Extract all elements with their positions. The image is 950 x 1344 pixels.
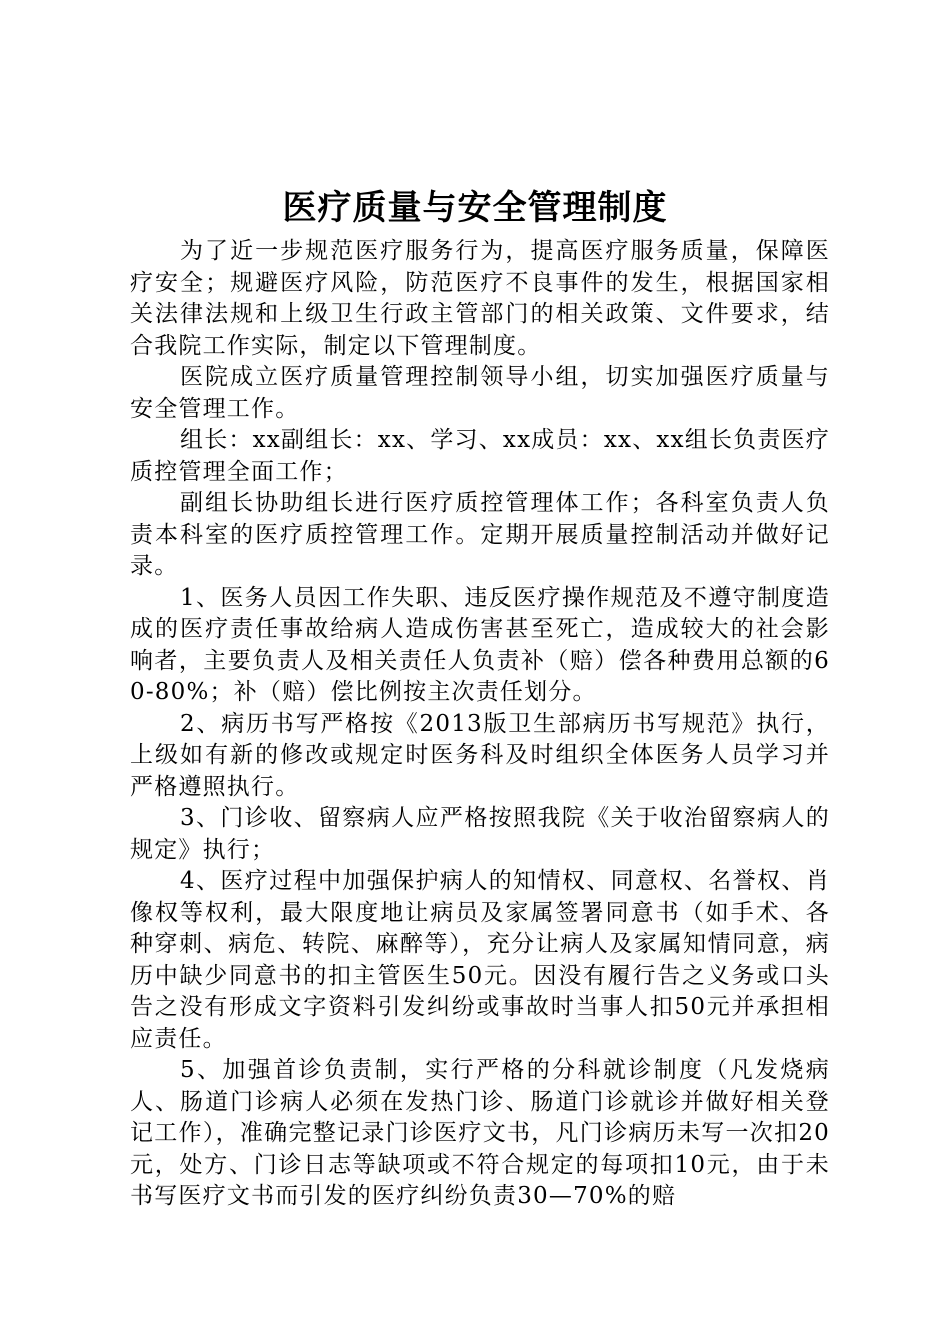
paragraph-rule-5: 5、加强首诊负责制，实行严格的分科就诊制度（凡发烧病人、肠道门诊病人必须在发热门诊、肠道门诊就诊并做好相关登记工作），准确完整记录门诊医疗文书，凡门诊病历未写一次扣20元，处方、门诊日志等缺项或不符合规定的每项扣10元，由于未书写医疗文书而引发的医疗纠纷负责30—70%的赔 — [130, 1057, 830, 1209]
paragraph-leadership-group: 医院成立医疗质量管理控制领导小组，切实加强医疗质量与安全管理工作。 — [130, 364, 830, 422]
paragraph-rule-1: 1、医务人员因工作失职、违反医疗操作规范及不遵守制度造成的医疗责任事故给病人造成伤害甚至死亡，造成较大的社会影响者，主要负责人及相关责任人负责补（赔）偿各种费用总额的60-80%；补（赔）偿比例按主次责任划分。 — [130, 584, 830, 705]
paragraph-intro: 为了近一步规范医疗服务行为，提高医疗服务质量，保障医疗安全；规避医疗风险，防范医疗不良事件的发生，根据国家相关法律法规和上级卫生行政主管部门的相关政策、文件要求，结合我院工作实际，制定以下管理制度。 — [130, 238, 830, 359]
document-title: 医疗质量与安全管理制度 — [282, 188, 668, 228]
document-body — [130, 236, 830, 1213]
paragraph-group-members: 组长：xx副组长：xx、学习、xx成员：xx、xx组长负责医疗质控管理全面工作； — [130, 427, 830, 485]
paragraph-rule-3: 3、门诊收、留察病人应严格按照我院《关于收治留察病人的规定》执行； — [130, 805, 830, 863]
paragraph-rule-2: 2、病历书写严格按《2013版卫生部病历书写规范》执行，上级如有新的修改或规定时医务科及时组织全体医务人员学习并严格遵照执行。 — [130, 710, 830, 800]
paragraph-rule-4: 4、医疗过程中加强保护病人的知情权、同意权、名誉权、肖像权等权利，最大限度地让病员及家属签署同意书（如手术、各种穿刺、病危、转院、麻醉等），充分让病人及家属知情同意，病历中缺少同意书的扣主管医生50元。因没有履行告之义务或口头告之没有形成文字资料引发纠纷或事故时当事人扣50元并承担相应责任。 — [130, 868, 830, 1052]
paragraph-deputy-duties: 副组长协助组长进行医疗质控管理体工作；各科室负责人负责本科室的医疗质控管理工作。定期开展质量控制活动并做好记录。 — [130, 490, 830, 579]
